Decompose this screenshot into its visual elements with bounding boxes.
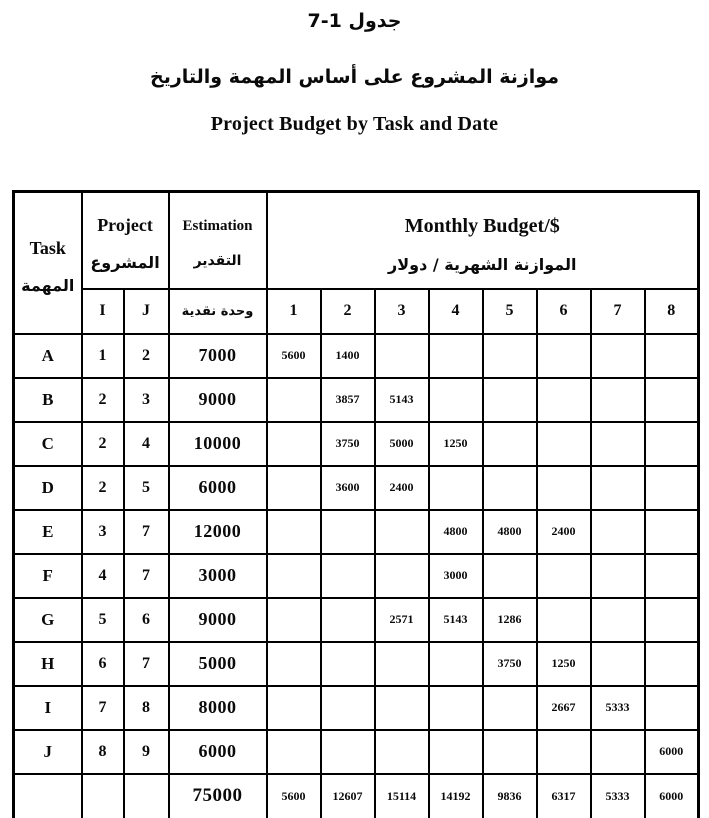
month-8-cell bbox=[645, 422, 699, 466]
month-2-cell bbox=[321, 510, 375, 554]
month-7-cell bbox=[591, 378, 645, 422]
month-1-cell bbox=[267, 598, 321, 642]
month-6-cell bbox=[537, 730, 591, 774]
month-6-cell bbox=[537, 422, 591, 466]
month-3-cell bbox=[375, 554, 429, 598]
month-4-cell bbox=[429, 334, 483, 378]
month-1-cell bbox=[267, 378, 321, 422]
month-2-cell: 3857 bbox=[321, 378, 375, 422]
estimation-cell: 9000 bbox=[169, 598, 267, 642]
project-j-cell: 8 bbox=[124, 686, 169, 730]
month-3-cell bbox=[375, 730, 429, 774]
month-6-cell bbox=[537, 598, 591, 642]
month-8-cell bbox=[645, 554, 699, 598]
table-row-task-D bbox=[14, 466, 699, 510]
table-number-title: جدول 1-7 bbox=[307, 10, 402, 32]
task-cell: H bbox=[14, 642, 82, 686]
header-task bbox=[14, 192, 82, 334]
month-6-cell: 1250 bbox=[537, 642, 591, 686]
month-3-cell bbox=[375, 642, 429, 686]
month-3-cell bbox=[375, 510, 429, 554]
header-month-2: 2 bbox=[321, 289, 375, 334]
project-i-cell: 7 bbox=[82, 686, 124, 730]
month-1-cell bbox=[267, 554, 321, 598]
project-i-cell: 2 bbox=[82, 378, 124, 422]
month-8-cell bbox=[645, 510, 699, 554]
month-1-cell bbox=[267, 686, 321, 730]
arabic-subtitle: موازنة المشروع على أساس المهمة والتاريخ bbox=[150, 66, 559, 88]
header-col-i: I bbox=[82, 289, 124, 334]
task-cell: J bbox=[14, 730, 82, 774]
month-1-cell bbox=[267, 510, 321, 554]
task-cell: A bbox=[14, 334, 82, 378]
month-1-cell bbox=[267, 466, 321, 510]
month-7-cell bbox=[591, 466, 645, 510]
header-month-6: 6 bbox=[537, 289, 591, 334]
month-1-cell bbox=[267, 730, 321, 774]
header-estimation-ar: التقدير bbox=[193, 252, 242, 269]
month-6-cell bbox=[537, 554, 591, 598]
header-month-1: 1 bbox=[267, 289, 321, 334]
total-month-2-cell: 12607 bbox=[321, 774, 375, 818]
month-3-cell bbox=[375, 334, 429, 378]
table-row-task-B bbox=[14, 378, 699, 422]
month-4-cell bbox=[429, 642, 483, 686]
project-j-cell: 3 bbox=[124, 378, 169, 422]
month-3-cell bbox=[375, 686, 429, 730]
project-i-cell: 2 bbox=[82, 466, 124, 510]
month-2-cell: 3750 bbox=[321, 422, 375, 466]
header-month-5: 5 bbox=[483, 289, 537, 334]
month-2-cell bbox=[321, 686, 375, 730]
header-monetary-unit: وحدة نقدية bbox=[169, 289, 267, 334]
month-3-cell: 5143 bbox=[375, 378, 429, 422]
table-row-task-G bbox=[14, 598, 699, 642]
project-j-cell: 6 bbox=[124, 598, 169, 642]
table-row-task-H bbox=[14, 642, 699, 686]
total-month-6-cell: 6317 bbox=[537, 774, 591, 818]
table-row-task-E bbox=[14, 510, 699, 554]
month-8-cell bbox=[645, 378, 699, 422]
total-month-4-cell: 14192 bbox=[429, 774, 483, 818]
month-7-cell bbox=[591, 422, 645, 466]
budget-table bbox=[12, 190, 700, 818]
totals-task-cell bbox=[14, 774, 82, 818]
month-7-cell bbox=[591, 334, 645, 378]
month-6-cell: 2400 bbox=[537, 510, 591, 554]
task-cell: B bbox=[14, 378, 82, 422]
project-i-cell: 5 bbox=[82, 598, 124, 642]
month-7-cell bbox=[591, 730, 645, 774]
month-3-cell: 2571 bbox=[375, 598, 429, 642]
header-task-ar: المهمة bbox=[21, 275, 75, 295]
totals-row bbox=[14, 774, 699, 818]
month-4-cell bbox=[429, 730, 483, 774]
estimation-cell: 6000 bbox=[169, 730, 267, 774]
project-i-cell: 8 bbox=[82, 730, 124, 774]
month-6-cell bbox=[537, 466, 591, 510]
header-row-1 bbox=[14, 192, 699, 289]
month-7-cell bbox=[591, 598, 645, 642]
header-project bbox=[82, 192, 169, 289]
header-month-3: 3 bbox=[375, 289, 429, 334]
month-4-cell: 5143 bbox=[429, 598, 483, 642]
month-5-cell bbox=[483, 730, 537, 774]
month-3-cell: 5000 bbox=[375, 422, 429, 466]
project-i-cell: 1 bbox=[82, 334, 124, 378]
table-row-task-F bbox=[14, 554, 699, 598]
month-6-cell bbox=[537, 334, 591, 378]
month-4-cell: 1250 bbox=[429, 422, 483, 466]
header-row-2 bbox=[14, 289, 699, 334]
month-2-cell: 3600 bbox=[321, 466, 375, 510]
month-7-cell bbox=[591, 642, 645, 686]
header-monthly-budget-en: Monthly Budget/$ bbox=[404, 214, 560, 237]
table-row-task-J bbox=[14, 730, 699, 774]
project-j-cell: 7 bbox=[124, 554, 169, 598]
month-5-cell: 4800 bbox=[483, 510, 537, 554]
month-2-cell: 1400 bbox=[321, 334, 375, 378]
project-i-cell: 2 bbox=[82, 422, 124, 466]
header-col-j: J bbox=[124, 289, 169, 334]
project-j-cell: 5 bbox=[124, 466, 169, 510]
month-1-cell: 5600 bbox=[267, 334, 321, 378]
task-cell: E bbox=[14, 510, 82, 554]
total-month-3-cell: 15114 bbox=[375, 774, 429, 818]
month-5-cell bbox=[483, 686, 537, 730]
header-monthly-budget bbox=[267, 192, 699, 289]
month-7-cell bbox=[591, 554, 645, 598]
table-row-task-I bbox=[14, 686, 699, 730]
month-4-cell bbox=[429, 466, 483, 510]
month-8-cell bbox=[645, 642, 699, 686]
month-5-cell bbox=[483, 422, 537, 466]
month-7-cell bbox=[591, 510, 645, 554]
english-title: Project Budget by Task and Date bbox=[210, 113, 499, 135]
project-j-cell: 9 bbox=[124, 730, 169, 774]
month-5-cell bbox=[483, 466, 537, 510]
header-project-ar: المشروع bbox=[90, 253, 160, 273]
month-2-cell bbox=[321, 554, 375, 598]
month-5-cell bbox=[483, 378, 537, 422]
project-j-cell: 7 bbox=[124, 510, 169, 554]
header-month-8: 8 bbox=[645, 289, 699, 334]
month-5-cell bbox=[483, 554, 537, 598]
project-j-cell: 4 bbox=[124, 422, 169, 466]
project-i-cell: 6 bbox=[82, 642, 124, 686]
total-month-7-cell: 5333 bbox=[591, 774, 645, 818]
header-month-4: 4 bbox=[429, 289, 483, 334]
month-8-cell bbox=[645, 686, 699, 730]
month-2-cell bbox=[321, 598, 375, 642]
estimation-cell: 7000 bbox=[169, 334, 267, 378]
estimation-cell: 12000 bbox=[169, 510, 267, 554]
month-5-cell: 1286 bbox=[483, 598, 537, 642]
month-6-cell: 2667 bbox=[537, 686, 591, 730]
header-project-en: Project bbox=[97, 215, 153, 236]
month-8-cell bbox=[645, 334, 699, 378]
month-4-cell bbox=[429, 686, 483, 730]
project-i-cell: 3 bbox=[82, 510, 124, 554]
month-2-cell bbox=[321, 642, 375, 686]
estimation-cell: 8000 bbox=[169, 686, 267, 730]
task-cell: F bbox=[14, 554, 82, 598]
header-task-en: Task bbox=[29, 237, 66, 258]
month-4-cell bbox=[429, 378, 483, 422]
project-j-cell: 7 bbox=[124, 642, 169, 686]
header-estimation-en: Estimation bbox=[182, 217, 253, 234]
total-month-5-cell: 9836 bbox=[483, 774, 537, 818]
task-cell: C bbox=[14, 422, 82, 466]
month-1-cell bbox=[267, 422, 321, 466]
month-4-cell: 3000 bbox=[429, 554, 483, 598]
task-cell: G bbox=[14, 598, 82, 642]
estimation-cell: 9000 bbox=[169, 378, 267, 422]
month-7-cell: 5333 bbox=[591, 686, 645, 730]
header-monthly-budget-ar: الموازنة الشهرية / دولار bbox=[388, 254, 577, 274]
table-row-task-A bbox=[14, 334, 699, 378]
estimation-cell: 3000 bbox=[169, 554, 267, 598]
month-1-cell bbox=[267, 642, 321, 686]
estimation-cell: 5000 bbox=[169, 642, 267, 686]
task-cell: D bbox=[14, 466, 82, 510]
month-8-cell bbox=[645, 466, 699, 510]
month-4-cell: 4800 bbox=[429, 510, 483, 554]
header-month-7: 7 bbox=[591, 289, 645, 334]
month-2-cell bbox=[321, 730, 375, 774]
project-i-cell: 4 bbox=[82, 554, 124, 598]
header-estimation bbox=[169, 192, 267, 289]
titles-block bbox=[0, 0, 709, 136]
month-8-cell bbox=[645, 598, 699, 642]
total-month-8-cell: 6000 bbox=[645, 774, 699, 818]
total-month-1-cell: 5600 bbox=[267, 774, 321, 818]
estimation-cell: 10000 bbox=[169, 422, 267, 466]
month-8-cell: 6000 bbox=[645, 730, 699, 774]
totals-j-cell bbox=[124, 774, 169, 818]
month-3-cell: 2400 bbox=[375, 466, 429, 510]
totals-estimation-cell: 75000 bbox=[169, 774, 267, 818]
month-5-cell bbox=[483, 334, 537, 378]
project-j-cell: 2 bbox=[124, 334, 169, 378]
month-5-cell: 3750 bbox=[483, 642, 537, 686]
estimation-cell: 6000 bbox=[169, 466, 267, 510]
table-row-task-C bbox=[14, 422, 699, 466]
totals-i-cell bbox=[82, 774, 124, 818]
month-6-cell bbox=[537, 378, 591, 422]
task-cell: I bbox=[14, 686, 82, 730]
